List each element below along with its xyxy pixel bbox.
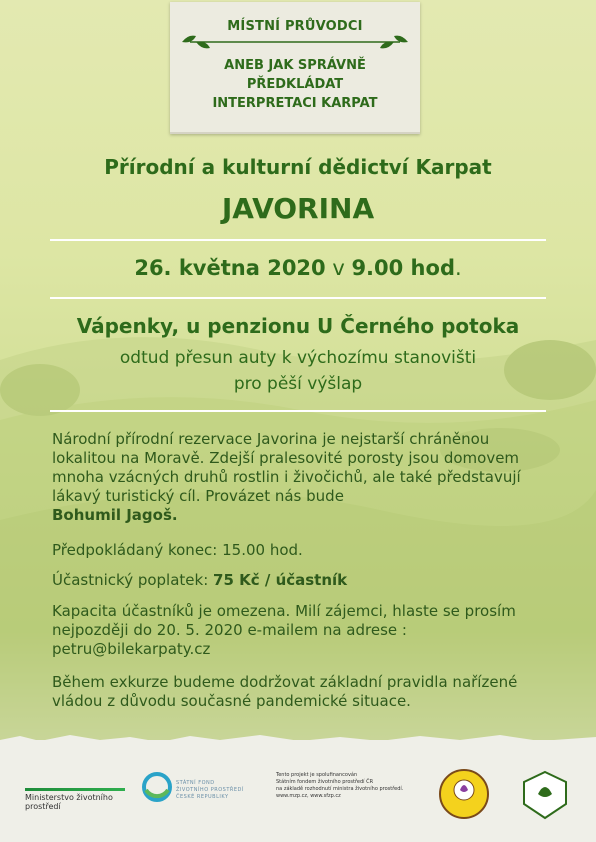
event-title: JAVORINA: [221, 192, 375, 225]
end-time: Předpokládaný konec: 15.00 hod.: [52, 541, 303, 559]
vine-ornament-icon: [178, 32, 412, 52]
meeting-place: Vápenky, u penzionu U Černého potoka: [76, 314, 520, 338]
divider: [50, 239, 546, 241]
banner-subtitle: ANEB JAK SPRÁVNĚ PŘEDKLÁDAT INTERPRETACI KARPAT: [212, 58, 378, 111]
funding-note: Tento projekt je spolufinancován Státním fondem životního prostředí ČR na základě rozhodnutí ministra životního prostředí. www.mzp.cz, www.sfzp.cz: [276, 772, 404, 799]
meeting-note-2: pro pěší výšlap: [233, 374, 363, 394]
divider: [50, 410, 546, 412]
event-series-heading: Přírodní a kulturní dědictví Karpat: [104, 155, 492, 179]
banner-title: MÍSTNÍ PRŮVODCI: [227, 19, 363, 34]
mzp-logo: Ministerstvo životního prostředí: [25, 788, 125, 811]
torn-edge: [0, 732, 596, 746]
title-banner: [170, 2, 420, 134]
safety-notice: Během exkurze budeme dodržovat základní pravidla nařízené vládou z důvodu současné pandemické situace.: [52, 673, 518, 710]
meeting-note: odtud přesun auty k výchozímu stanovišti: [119, 348, 477, 368]
description-paragraph: Národní přírodní rezervace Javorina je nejstarší chráněnou lokalitou na Moravě. Zdejší pralesovité porosty jsou domovem mnoha vzácných druhů rostlin i živočichů, ale také představují lákavý turistický cíl. Provázet nás bude Bohumil Jagoš.: [52, 430, 521, 524]
sponsor-footer: [0, 740, 596, 842]
divider: [50, 297, 546, 299]
fee: Účastnický poplatek: 75 Kč / účastník: [52, 571, 348, 589]
bile-karpaty-seal-icon: [438, 768, 490, 820]
event-date: 26. května 2020 v 9.00 hod.: [134, 256, 462, 280]
sfzp-text: STÁTNÍ FOND ŽIVOTNÍHO PROSTŘEDÍ ČESKÉ REPUBLIKY: [176, 780, 244, 800]
sfzp-logo-icon: [142, 772, 172, 802]
bile-karpaty-badge-icon: [520, 770, 570, 820]
registration-info: Kapacita účastníků je omezena. Milí zájemci, hlaste se prosím nejpozději do 20. 5. 2020 e-mailem na adrese : petru@bilekarpaty.cz: [52, 602, 516, 658]
